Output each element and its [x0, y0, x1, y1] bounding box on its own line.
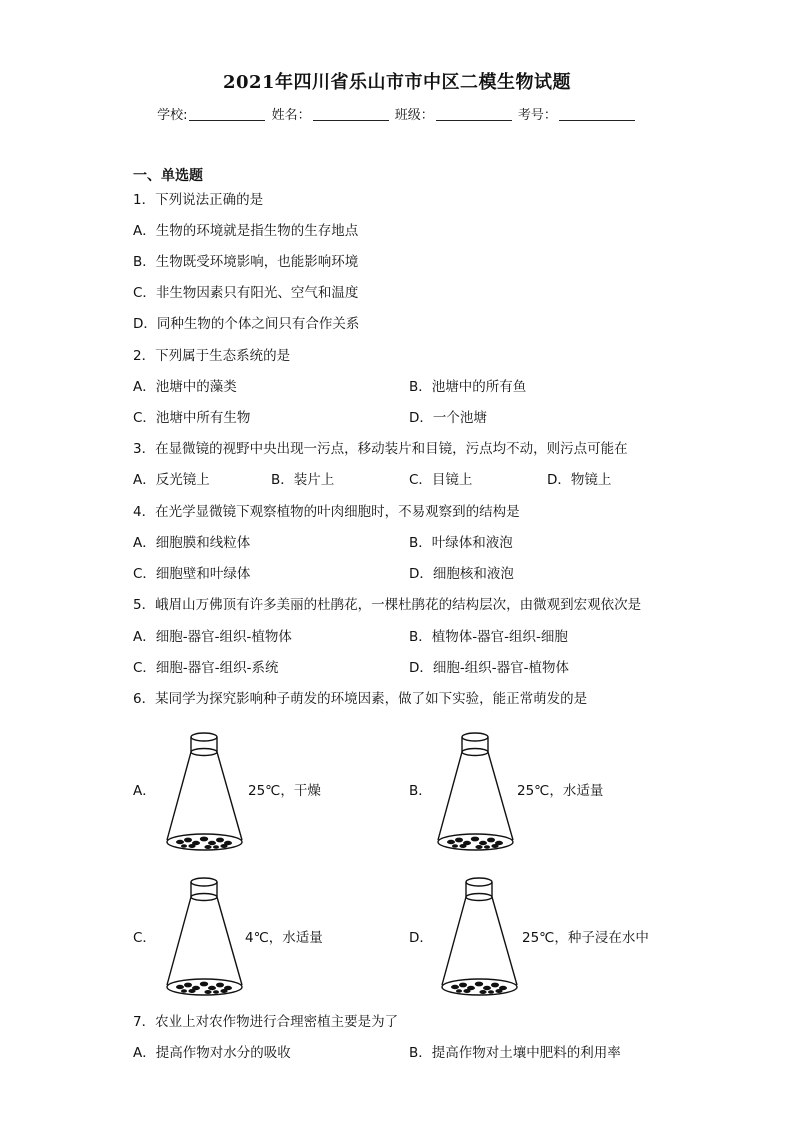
- conical-flask-icon: [162, 875, 252, 1003]
- condition-label: 4℃，水适量: [245, 930, 323, 946]
- conical-flask-icon: [437, 875, 527, 1003]
- question-stem: 2．下列属于生态系统的是: [133, 348, 291, 364]
- school-label: 学校:: [157, 108, 188, 123]
- question-stem: 5．峨眉山万佛顶有许多美丽的杜鹃花，一棵杜鹃花的结构层次，由微观到宏观依次是: [133, 597, 642, 613]
- condition-label: 25℃，水适量: [517, 783, 604, 799]
- class-blank[interactable]: [436, 106, 512, 121]
- section-title: 一、单选题: [133, 168, 203, 184]
- option-d: D．一个池塘: [409, 410, 487, 426]
- option-a: A．提高作物对水分的吸收: [133, 1045, 291, 1061]
- option-a: A．反光镜上: [133, 472, 210, 488]
- option-a: A．生物的环境就是指生物的生存地点: [133, 223, 359, 239]
- question-stem: 3．在显微镜的视野中央出现一污点，移动装片和目镜，污点均不动，则污点可能在: [133, 441, 628, 457]
- name-blank[interactable]: [313, 106, 389, 121]
- option-c-label: C．: [133, 930, 156, 946]
- option-b: B．叶绿体和液泡: [409, 535, 513, 551]
- option-d: D．物镜上: [547, 472, 612, 488]
- option-b: B．生物既受环境影响，也能影响环境: [133, 254, 359, 270]
- option-b: B．植物体-器官-组织-细胞: [409, 629, 568, 645]
- seed-pile-icon: [451, 982, 507, 994]
- student-info-row: [0, 104, 794, 123]
- option-a-label: A．: [133, 783, 156, 799]
- question-stem: 6．某同学为探究影响种子萌发的环境因素，做了如下实验，能正常萌发的是: [133, 691, 588, 707]
- question-stem: 7．农业上对农作物进行合理密植主要是为了: [133, 1014, 399, 1030]
- page-title: 2021年四川省乐山市市中区二模生物试题: [222, 72, 572, 93]
- seed-pile-icon: [176, 982, 232, 994]
- seed-pile-icon: [447, 837, 503, 849]
- condition-label: 25℃，干燥: [248, 783, 321, 799]
- option-a: A．细胞膜和线粒体: [133, 535, 251, 551]
- option-c: C．目镜上: [409, 472, 473, 488]
- option-d: D．细胞-组织-器官-植物体: [409, 660, 570, 676]
- condition-label: 25℃，种子浸在水中: [522, 930, 649, 946]
- option-a: A．池塘中的藻类: [133, 379, 237, 395]
- option-d: D．细胞核和液泡: [409, 566, 514, 582]
- option-c: C．细胞-器官-组织-系统: [133, 660, 279, 676]
- option-b: B．池塘中的所有鱼: [409, 379, 527, 395]
- seed-pile-icon: [176, 837, 232, 849]
- class-label: 班级：: [394, 108, 434, 123]
- option-c: C．细胞壁和叶绿体: [133, 566, 251, 582]
- question-stem: 1．下列说法正确的是: [133, 192, 264, 208]
- option-d: D．同种生物的个体之间只有合作关系: [133, 316, 360, 332]
- option-b-label: B．: [409, 783, 432, 799]
- option-b: B．提高作物对土壤中肥料的利用率: [409, 1045, 621, 1061]
- option-b: B．装片上: [271, 472, 335, 488]
- school-blank[interactable]: [189, 106, 265, 121]
- conical-flask-icon: [162, 730, 252, 858]
- question-stem: 4．在光学显微镜下观察植物的叶肉细胞时，不易观察到的结构是: [133, 504, 520, 520]
- option-c: C．非生物因素只有阳光、空气和温度: [133, 285, 359, 301]
- exam-number-label: 考号：: [517, 108, 557, 123]
- exam-number-blank[interactable]: [559, 106, 635, 121]
- option-c: C．池塘中所有生物: [133, 410, 251, 426]
- option-d-label: D．: [409, 930, 433, 946]
- name-label: 姓名：: [271, 108, 311, 123]
- option-a: A．细胞-器官-组织-植物体: [133, 629, 292, 645]
- conical-flask-icon: [433, 730, 523, 858]
